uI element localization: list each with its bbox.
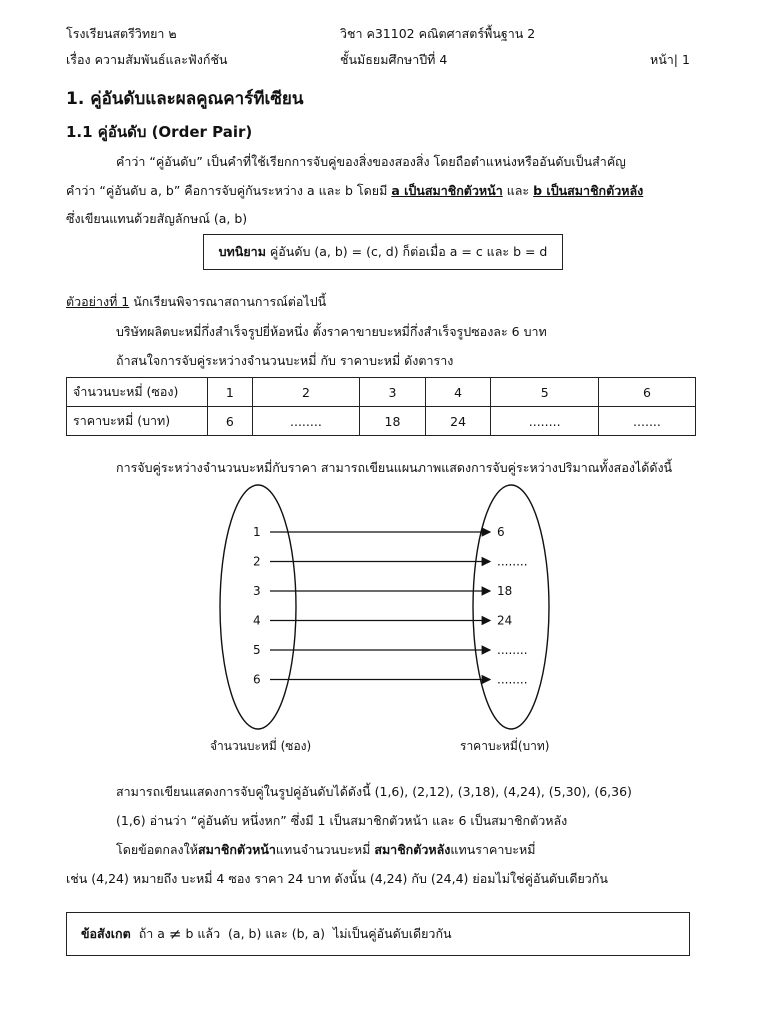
table-cell: 2	[252, 378, 360, 407]
price-table	[66, 377, 696, 436]
domain-item: 5	[253, 643, 261, 657]
topic-name: เรื่อง ความสัมพันธ์และฟังก์ชัน	[66, 52, 228, 67]
intro-line-2	[66, 181, 643, 201]
range-item: 18	[497, 584, 513, 598]
definition-text: คู่อันดับ (a, b) = (c, d) ก็ต่อเมื่อ a = c และ b = d	[265, 244, 548, 259]
definition-label: บทนิยาม	[218, 244, 266, 259]
table-cell: 5	[491, 378, 599, 407]
range-item: ........	[497, 643, 528, 657]
domain-item: 4	[253, 613, 261, 628]
section-title: 1. คู่อันดับและผลคูณคาร์ทีเซียน	[66, 89, 304, 109]
school-name: โรงเรียนสตรีวิทยา ๒	[66, 26, 177, 41]
table-cell: 1	[208, 378, 253, 407]
intro-line-2-mid: และ	[502, 183, 534, 198]
domain-item: 3	[253, 584, 261, 598]
intro-line-1: คำว่า “คู่อันดับ” เป็นคำที่ใช้เรียกการจับคู่ของสิ่งของสองสิ่ง โดยถือตำแหน่งหรืออันดับเป็นสำคัญ	[116, 154, 626, 169]
pairs-line: สามารถเขียนแสดงการจับคู่ในรูปคู่อันดับได้ดังนี้ (1,6), (2,12), (3,18), (4,24), (5,30), (6,36)	[116, 784, 632, 799]
table-cell: ........	[252, 407, 360, 436]
table-row	[67, 407, 696, 436]
back-member-emphasis: b เป็นสมาชิกตัวหลัง	[533, 183, 644, 198]
reading-line: (1,6) อ่านว่า “คู่อันดับ หนึ่งหก” ซึ่งมี 1 เป็นสมาชิกตัวหน้า และ 6 เป็นสมาชิกตัวหลัง	[116, 813, 568, 828]
page-number: หน้า| 1	[650, 52, 690, 67]
table-cell: 3	[360, 378, 426, 407]
table-cell: 4	[425, 378, 491, 407]
front-member-emphasis: a เป็นสมาชิกตัวหน้า	[391, 183, 503, 198]
definition-box	[203, 234, 563, 270]
convention-line	[116, 840, 536, 860]
domain-item: 1	[253, 525, 261, 539]
table-row-header: จำนวนบะหมี่ (ซอง)	[67, 378, 208, 407]
diagram-caption: การจับคู่ระหว่างจำนวนบะหมี่กับราคา สามารถเขียนแผนภาพแสดงการจับคู่ระหว่างปริมาณทั้งสองได้ดังนี้	[116, 460, 673, 475]
example-heading	[66, 292, 326, 312]
grade-level: ชั้นมัธยมศึกษาปีที่ 4	[340, 52, 448, 67]
observation-text-pre: ถ้า a	[130, 926, 169, 941]
example-line-2: ถ้าสนใจการจับคู่ระหว่างจำนวนบะหมี่ กับ ราคาบะหมี่ ดังตาราง	[116, 353, 454, 368]
range-item: ........	[497, 554, 528, 569]
subject-name: วิชา ค31102 คณิตศาสตร์พื้นฐาน 2	[340, 26, 536, 41]
example-label: ตัวอย่างที่ 1	[66, 294, 130, 309]
subsection-title: 1.1 คู่อันดับ (Order Pair)	[66, 123, 253, 141]
range-item: 24	[497, 613, 513, 628]
range-item: ........	[497, 672, 528, 687]
convention-mid: แทนจำนวนบะหมี่	[275, 842, 375, 857]
table-cell: ........	[491, 407, 599, 436]
example-meaning-line: เช่น (4,24) หมายถึง บะหมี่ 4 ซอง ราคา 24 บาท ดังนั้น (4,24) กับ (24,4) ย่อมไม่ใช่คู่อันดับเดียวกัน	[66, 871, 608, 886]
mapping-diagram	[0, 470, 768, 770]
domain-ellipse	[220, 485, 296, 729]
intro-line-3: ซึ่งเขียนแทนด้วยสัญลักษณ์ (a, b)	[66, 211, 248, 226]
example-line-1: บริษัทผลิตบะหมี่กึ่งสำเร็จรูปยี่ห้อหนึ่ง ตั้งราคาขายบะหมี่กึ่งสำเร็จรูปซองละ 6 บาท	[116, 324, 547, 339]
range-label: ราคาบะหมี่(บาท)	[460, 739, 550, 753]
table-cell: 6	[208, 407, 253, 436]
table-cell: 18	[360, 407, 426, 436]
intro-line-2-text: คำว่า “คู่อันดับ a, b” คือการจับคู่กันระหว่าง a และ b โดยมี	[66, 183, 392, 198]
back-member-term: สมาชิกตัวหลัง	[374, 842, 451, 857]
domain-item: 2	[253, 554, 261, 569]
example-intro: นักเรียนพิจารณาสถานการณ์ต่อไปนี้	[129, 294, 327, 309]
not-equal-symbol: ≠	[168, 925, 182, 943]
table-cell: .......	[598, 407, 695, 436]
range-ellipse	[473, 485, 549, 729]
observation-label: ข้อสังเกต	[81, 926, 131, 941]
observation-text-post: b แล้ว (a, b) และ (b, a) ไม่เป็นคู่อันดับเดียวกัน	[181, 926, 452, 941]
table-cell: 6	[598, 378, 695, 407]
table-row	[67, 378, 696, 407]
observation-box	[66, 912, 690, 956]
table-row-header: ราคาบะหมี่ (บาท)	[67, 407, 208, 436]
range-item: 6	[497, 525, 505, 539]
convention-text: โดยข้อตกลงให้	[116, 842, 199, 857]
convention-post: แทนราคาบะหมี่	[450, 842, 536, 857]
domain-label: จำนวนบะหมี่ (ซอง)	[210, 739, 312, 753]
domain-item: 6	[253, 672, 261, 687]
front-member-term: สมาชิกตัวหน้า	[198, 842, 276, 857]
table-cell: 24	[425, 407, 491, 436]
